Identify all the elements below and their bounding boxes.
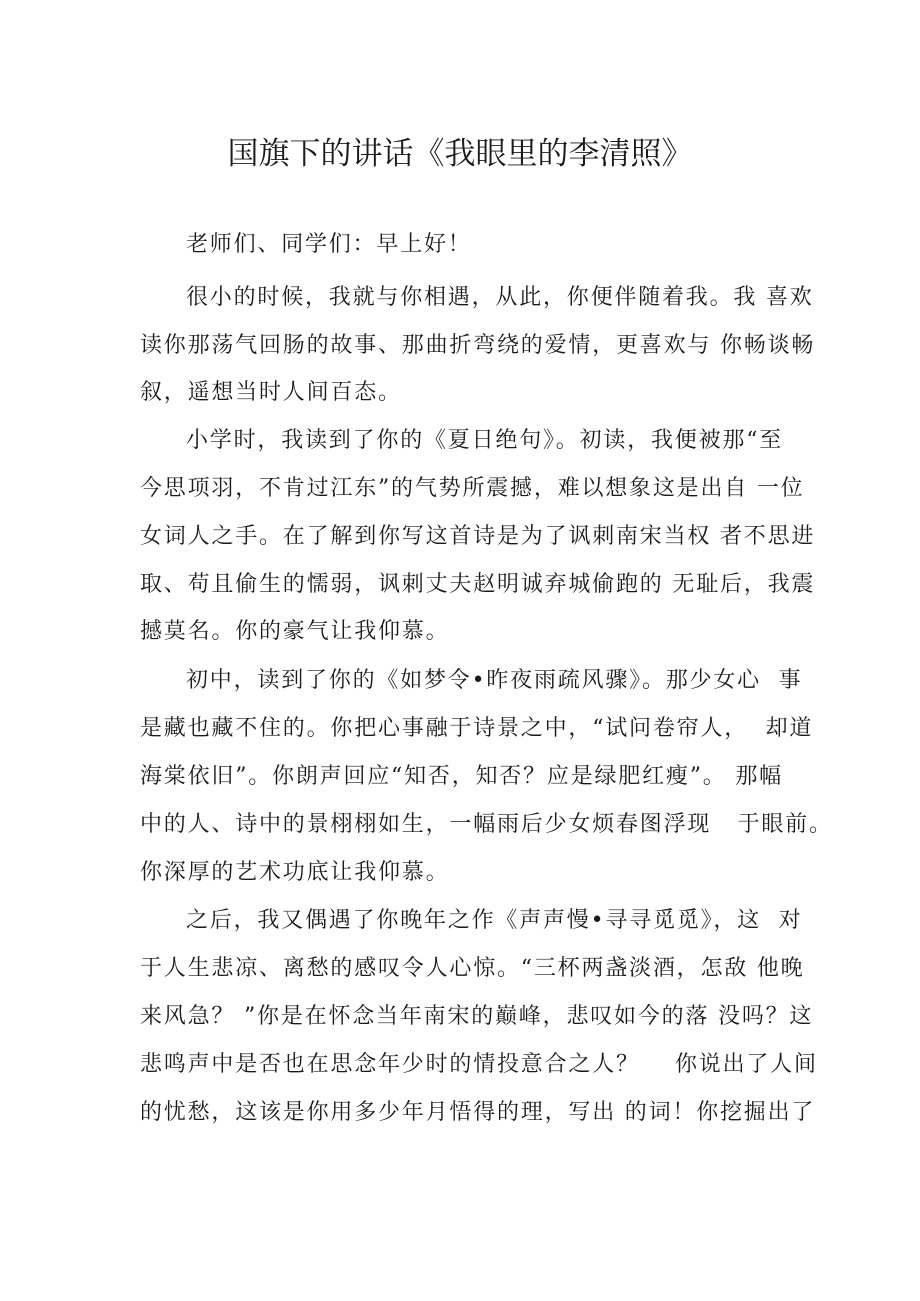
body-line: 来风急？ ”你是在怀念当年南宋的巅峰，悲叹如今的落 没吗？这	[140, 1004, 814, 1029]
body-line: 你深厚的艺术功底让我仰慕。	[140, 860, 450, 885]
body-line: 初中，读到了你的《如梦令•昨夜雨疏风骤》。那少女心 事	[186, 668, 803, 693]
body-line: 悲鸣声中是否也在思念年少时的情投意合之人？ 你说出了人间	[140, 1052, 818, 1077]
body-line: 于人生悲凉、离愁的感叹令人心惊。“三杯两盏淡酒，怎敌 他晚	[140, 956, 805, 981]
body-line: 的忧愁，这该是你用多少年月悟得的理，写出 的词！你挖掘出了	[140, 1100, 816, 1125]
body-line: 读你那荡气回肠的故事、那曲折弯绕的爱情，更喜欢与 你畅谈畅	[140, 333, 816, 358]
body-line: 是藏也藏不住的。你把心事融于诗景之中，“试问卷帘人， 却道	[140, 716, 814, 741]
body-line: 小学时，我读到了你的《夏日绝句》。初读，我便被那“至	[186, 428, 784, 453]
document-title: 国旗下的讲话《我眼里的李清照》	[227, 136, 693, 172]
greeting-line: 老师们、同学们：早上好！	[186, 232, 472, 257]
body-line: 撼莫名。你的豪气让我仰慕。	[140, 619, 450, 644]
body-line: 取、苟且偷生的懦弱，讽刺丈夫赵明诚弃城偷跑的 无耻后，我震	[140, 572, 816, 597]
body-line: 今思项羽，不肯过江东”的气势所震撼，难以想象这是出自 一位	[140, 476, 805, 501]
body-line: 女词人之手。在了解到你写这首诗是为了讽刺南宋当权 者不思进	[140, 524, 816, 549]
body-line: 海棠依旧”。你朗声回应“知否，知否？应是绿肥红瘦”。 那幅	[140, 764, 783, 789]
body-line: 很小的时候，我就与你相遇，从此，你便伴随着我。我 喜欢	[186, 285, 814, 310]
body-line: 之后，我又偶遇了你晚年之作《声声慢•寻寻觅觅》，这 对	[186, 908, 803, 933]
body-line: 中的人、诗中的景栩栩如生，一幅雨后少女烦春图浮现 于眼前。	[140, 812, 833, 837]
body-line: 叙，遥想当时人间百态。	[140, 380, 402, 405]
